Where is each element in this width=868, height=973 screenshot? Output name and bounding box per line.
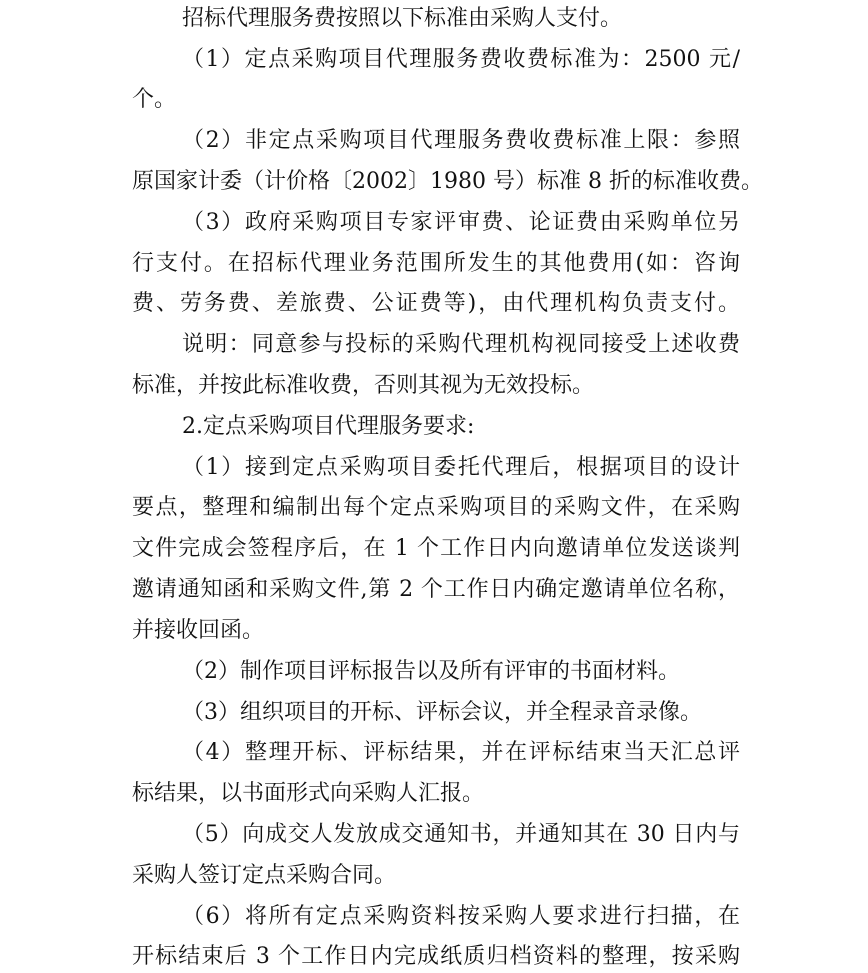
text-line: （4）整理开标、评标结果，并在评标结束当天汇总评 (182, 740, 740, 765)
text-line: 标准，并按此标准收费，否则其视为无效投标。 (132, 373, 595, 398)
text-line: 行支付。在招标代理业务范围所发生的其他费用(如：咨询 (132, 251, 740, 276)
text-line: 文件完成会签程序后，在 1 个工作日内向邀请单位发送谈判 (132, 536, 740, 561)
text-line: （6）将所有定点采购资料按采购人要求进行扫描，在 (182, 904, 740, 929)
text-line: （1）定点采购项目代理服务费收费标准为：2500 元/ (182, 47, 740, 72)
text-line: （3）政府采购项目专家评审费、论证费由采购单位另 (182, 210, 740, 235)
text-line: 邀请通知函和采购文件,第 2 个工作日内确定邀请单位名称， (132, 577, 740, 602)
text-line: 要点，整理和编制出每个定点采购项目的采购文件，在采购 (132, 495, 740, 520)
text-line: 费、劳务费、差旅费、公证费等)，由代理机构负责支付。 (132, 291, 740, 316)
text-line: 开标结束后 3 个工作日内完成纸质归档资料的整理，按采购 (132, 944, 740, 969)
text-line: 说明：同意参与投标的采购代理机构视同接受上述收费 (182, 332, 740, 357)
text-line: （5）向成交人发放成交通知书，并通知其在 30 日内与 (182, 822, 740, 847)
section-heading: 2.定点采购项目代理服务要求: (182, 414, 475, 439)
text-line: 原国家计委（计价格〔2002〕1980 号）标准 8 折的标准收费。 (132, 169, 763, 194)
text-line: （2）制作项目评标报告以及所有评审的书面材料。 (182, 659, 680, 684)
text-line: 采购人签订定点采购合同。 (132, 863, 397, 888)
text-line: （3）组织项目的开标、评标会议，并全程录音录像。 (182, 700, 702, 725)
text-line: 标结果，以书面形式向采购人汇报。 (132, 781, 485, 806)
text-line: 招标代理服务费按照以下标准由采购人支付。 (182, 6, 623, 31)
text-line: （2）非定点采购项目代理服务费收费标准上限：参照 (182, 128, 740, 153)
text-line: 个。 (132, 87, 177, 112)
text-line: 并接收回函。 (132, 618, 265, 643)
text-line: （1）接到定点采购项目委托代理后，根据项目的设计 (182, 455, 740, 480)
